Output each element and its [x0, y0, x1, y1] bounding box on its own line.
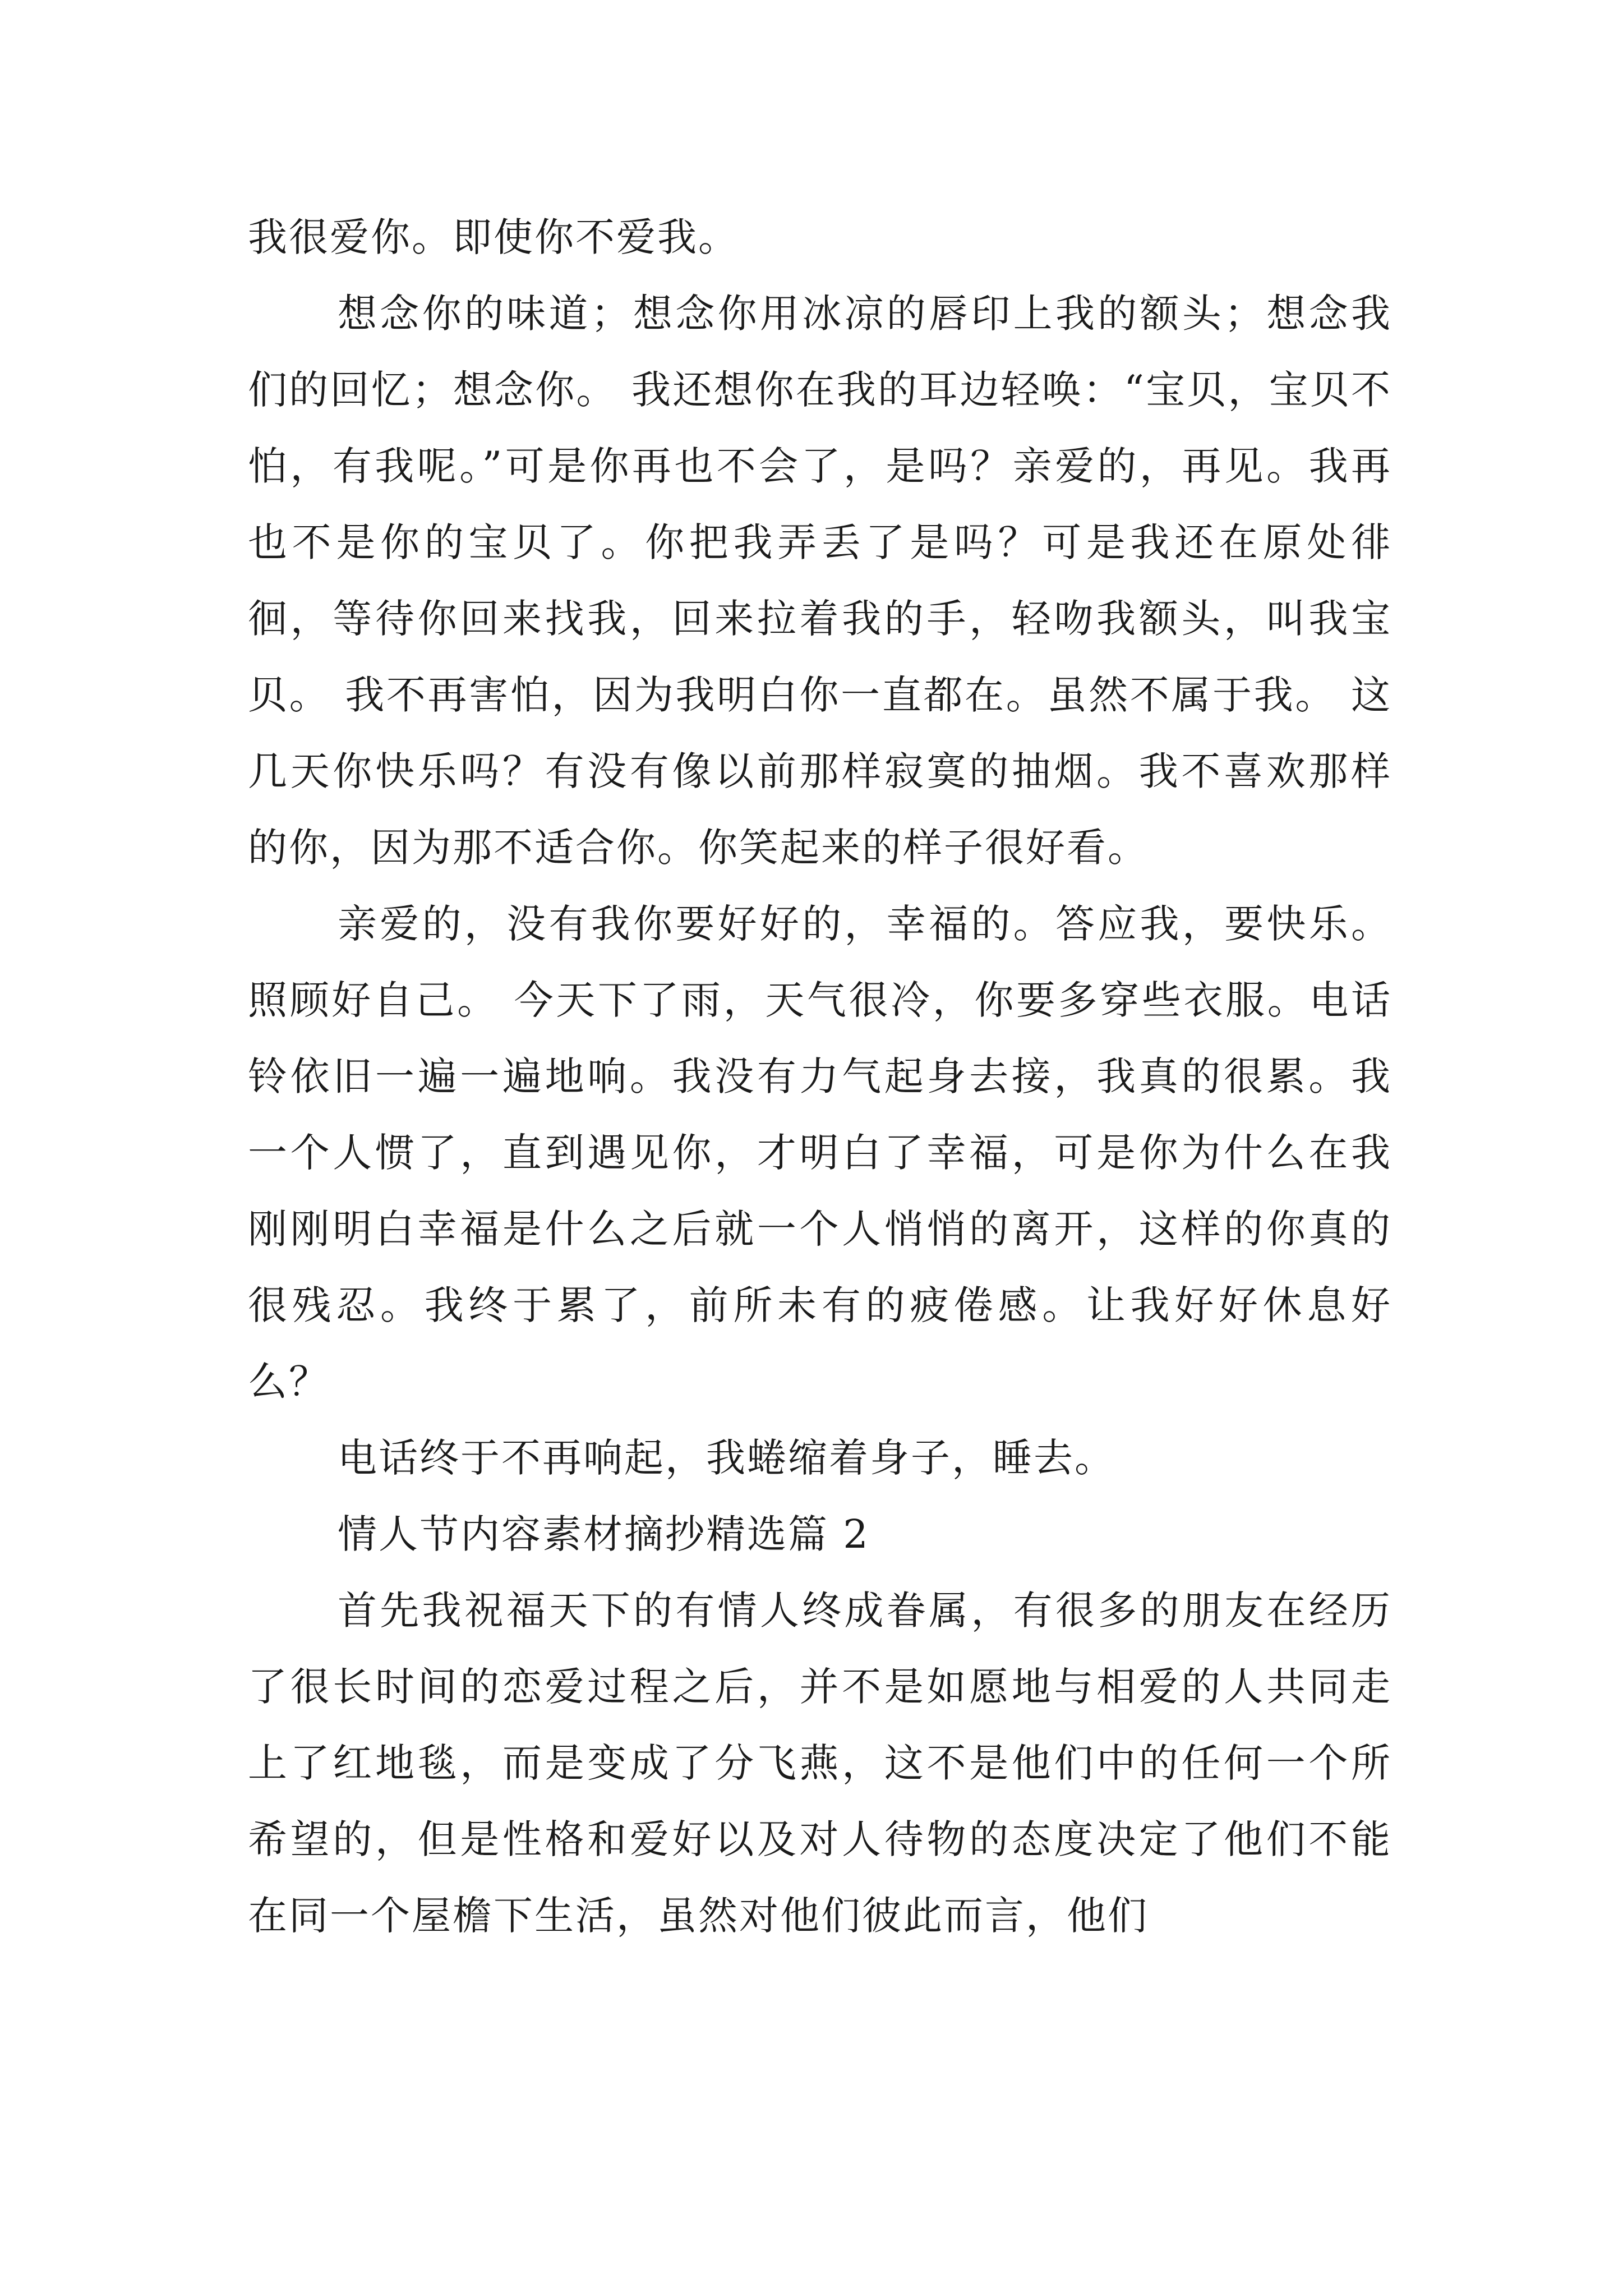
paragraph-3: 亲爱的，没有我你要好好的，幸福的。答应我，要快乐。照顾好自己。 今天下了雨，天气很冷，你要多穿些衣服。电话铃依旧一遍一遍地响。我没有力气起身去接，我真的很累。我一个人惯了，直到遇见你，才明白了幸福，可是你为什么在我刚刚明白幸福是什么之后就一个人悄悄的离开，这样的你真的很残忍。我终于累了，前所未有的疲倦感。让我好好休息好么？ — [248, 901, 1392, 1405]
section-heading: 情人节内容素材摘抄精选篇 2 — [338, 1511, 870, 1557]
paragraph-2: 想念你的味道；想念你用冰凉的唇印上我的额头；想念我们的回忆；想念你。 我还想你在我的耳边轻唤：“宝贝，宝贝不怕，有我呢。”可是你再也不会了，是吗？亲爱的，再见。我再也不是你的宝贝了。你把我弄丢了是吗？可是我还在原处徘徊，等待你回来找我，回来拉着我的手，轻吻我额头，叫我宝贝。 我不再害怕，因为我明白你一直都在。虽然不属于我。 这几天你快乐吗？有没有像以前那样寂寞的抽烟。我不喜欢那样的你，因为那不适合你。你笑起来的样子很好看。 — [248, 291, 1392, 871]
paragraph-1: 我很爱你。即使你不爱我。 — [248, 214, 739, 260]
paragraph-4: 电话终于不再响起，我蜷缩着身子，睡去。 — [338, 1435, 1115, 1481]
paragraph-5: 首先我祝福天下的有情人终成眷属，有很多的朋友在经历了很长时间的恋爱过程之后，并不是如愿地与相爱的人共同走上了红地毯，而是变成了分飞燕，这不是他们中的任何一个所希望的，但是性格和爱好以及对人待物的态度决定了他们不能在同一个屋檐下生活，虽然对他们彼此而言，他们 — [248, 1588, 1392, 1939]
document-body — [248, 199, 1392, 1954]
